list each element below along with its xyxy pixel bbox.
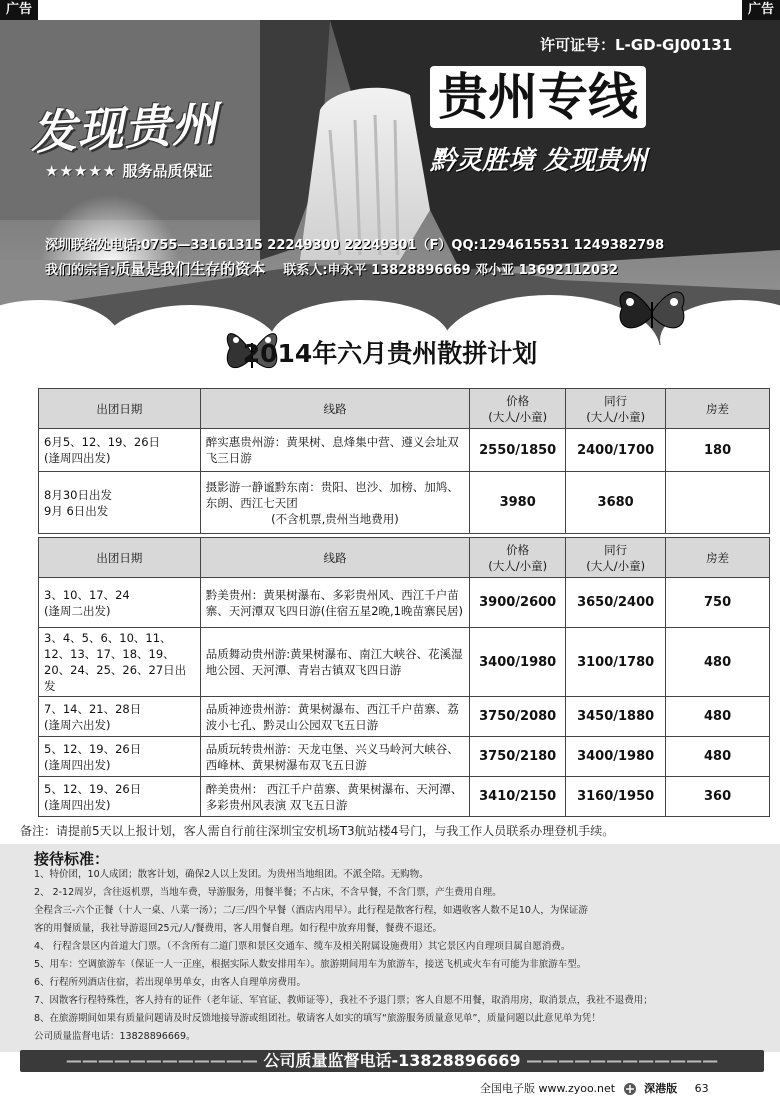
price-cell: 3980 bbox=[470, 472, 566, 534]
standard-item: 7、因散客行程特殊性，客人持有的证件（老年证、军官证、教师证等），我社不予退门票；客人自愿不用餐，取消用房，取消景点，我社不退费用； bbox=[34, 995, 653, 1006]
date-cell: 3、10、17、24 (逢周二出发) bbox=[39, 578, 201, 628]
plan-title: 2014年六月贵州散拼计划 bbox=[242, 339, 538, 368]
route-cell: 摄影游一静谧黔东南：贵阳、岜沙、加榜、加鸠、东朗、西江七天团 (不含机票,贵州当地费用) bbox=[200, 472, 469, 534]
table-row bbox=[39, 697, 770, 737]
room-diff-cell: 480 bbox=[666, 737, 770, 777]
quality-hotline-bar: ———————————— 公司质量监督电话-13828896669 ———————————— bbox=[20, 1050, 764, 1072]
website-text: 全国电子版 www.zyoo.net bbox=[480, 1082, 616, 1095]
peer-price-cell: 3450/1880 bbox=[566, 697, 666, 737]
page-number: 63 bbox=[694, 1082, 709, 1095]
route-cell: 黔美贵州：黄果树瀑布、多彩贵州风、西江千户苗寨、天河潭双飞四日游(住宿五星2晚,1晚苗寨民居) bbox=[200, 578, 469, 628]
header-room-diff: 房差 bbox=[666, 538, 770, 578]
table-header-row bbox=[39, 538, 770, 578]
peer-price-cell: 3400/1980 bbox=[566, 737, 666, 777]
header-peer: 同行 (大人/小童) bbox=[566, 538, 666, 578]
date-cell: 7、14、21、28日 (逢周六出发) bbox=[39, 697, 201, 737]
contact-line: 深圳联络处电话:0755—33161315 22249300 22249301（F）QQ:1294615531 1249382798 bbox=[45, 238, 665, 253]
standard-item: 2、 2-12周岁，含往返机票，当地车费，导游服务，用餐半餐；不占床，不含早餐，不含门票，产生费用自理。 bbox=[34, 887, 502, 898]
price-cell: 2550/1850 bbox=[470, 429, 566, 472]
table-row bbox=[39, 737, 770, 777]
standard-item: 1、特价团，10人成团；散客计划，确保2人以上发团。为贵州当地组团。不派全陪。无购物。 bbox=[34, 869, 429, 880]
schedule-table-1 bbox=[38, 388, 770, 534]
room-diff-cell: 750 bbox=[666, 578, 770, 628]
peer-price-cell: 3650/2400 bbox=[566, 578, 666, 628]
header-route: 线路 bbox=[200, 538, 469, 578]
standard-item: 8、在旅游期间如果有质量问题请及时反馈地接导游或组团社。敬请客人如实的填写“旅游服务质量意见单”，质量问题以此意见单为凭！ bbox=[34, 1013, 601, 1024]
schedule-table-2 bbox=[38, 537, 770, 817]
standard-item: 公司质量监督电话：13828896669。 bbox=[34, 1031, 196, 1042]
quality-hotline: 公司质量监督电话-13828896669 bbox=[263, 1051, 521, 1070]
standard-item: 6、行程所列酒店住宿，若出现单男单女，由客人自理单房费用。 bbox=[34, 977, 307, 988]
header-peer: 同行 (大人/小童) bbox=[566, 389, 666, 429]
header-route: 线路 bbox=[200, 389, 469, 429]
motto: 质量是我们生存的资本 bbox=[115, 260, 266, 278]
table-row bbox=[39, 777, 770, 817]
title-guizhou-line: 贵州专线 bbox=[430, 66, 646, 128]
room-diff-cell: 480 bbox=[666, 628, 770, 697]
table-row bbox=[39, 472, 770, 534]
room-diff-cell: 480 bbox=[666, 697, 770, 737]
price-cell: 3750/2080 bbox=[470, 697, 566, 737]
header-room-diff: 房差 bbox=[666, 389, 770, 429]
license-number: 许可证号：L-GD-GJ00131 bbox=[540, 36, 733, 54]
standard-item: 客的用餐质量，我社导游退回25元/人/餐费用，客人用餐自理。如行程中放弃用餐，餐费不退还。 bbox=[34, 923, 442, 934]
table-row bbox=[39, 429, 770, 472]
standard-item: 全程含三-六个正餐（十人一桌、八菜一汤）；二/三/四个早餐（酒店内用早）。此行程是散客行程，如遇收客人数不足10人，为保证游 bbox=[34, 905, 588, 916]
motto-line bbox=[45, 258, 618, 279]
table-row bbox=[39, 628, 770, 697]
room-diff-cell: 180 bbox=[666, 429, 770, 472]
route-cell: 品质舞动贵州游:黄果树瀑布、南江大峡谷、花溪湿地公园、天河潭、青岩古镇双飞四日游 bbox=[200, 628, 469, 697]
route-cell: 醉实惠贵州游：黄果树、息烽集中营、遵义会址双飞三日游 bbox=[200, 429, 469, 472]
room-diff-cell: 360 bbox=[666, 777, 770, 817]
date-cell: 8月30日出发 9月 6日出发 bbox=[39, 472, 201, 534]
peer-price-cell: 3100/1780 bbox=[566, 628, 666, 697]
standard-item: 5、用车：空调旅游车（保证一人一正座，根据实际人数安排用车）。旅游期间用车为旅游车，接送飞机或火车有可能为非旅游车型。 bbox=[34, 959, 587, 970]
date-cell: 5、12、19、26日 (逢周四出发) bbox=[39, 737, 201, 777]
stars-icon: ★★★★★ bbox=[45, 162, 118, 180]
page-footer bbox=[480, 1080, 709, 1096]
header-price: 价格 (大人/小童) bbox=[470, 389, 566, 429]
logo-icon bbox=[623, 1082, 637, 1096]
route-cell: 品质玩转贵州游：天龙屯堡、兴义马岭河大峡谷、西峰林、黄果树瀑布双飞五日游 bbox=[200, 737, 469, 777]
date-cell: 5、12、19、26日 (逢周四出发) bbox=[39, 777, 201, 817]
contact-person: 联系人:申永平 13828896669 邓小亚 13692112032 bbox=[283, 263, 619, 278]
motto-label: 我们的宗旨: bbox=[45, 263, 116, 278]
standards-title: 接待标准： bbox=[34, 850, 110, 868]
ad-tag-left: 广告 bbox=[0, 0, 38, 20]
ad-tag-right: 广告 bbox=[742, 0, 780, 20]
remark-note: 备注：请提前5天以上报计划，客人需自行前往深圳宝安机场T3航站楼4号门，与我工作人员联系办理登机手续。 bbox=[20, 824, 615, 838]
price-cell: 3410/2150 bbox=[470, 777, 566, 817]
table-row bbox=[39, 578, 770, 628]
price-cell: 3400/1980 bbox=[470, 628, 566, 697]
standard-item: 4、 行程含景区内首道大门票。（不含所有二道门票和景区交通车、缆车及相关附属设施费用）其它景区内自理项目属自愿消费。 bbox=[34, 941, 571, 952]
table-header-row bbox=[39, 389, 770, 429]
peer-price-cell: 2400/1700 bbox=[566, 429, 666, 472]
peer-price-cell: 3680 bbox=[566, 472, 666, 534]
service-quality-badge bbox=[45, 160, 213, 181]
title-discover-guizhou: 发现贵州 bbox=[28, 96, 220, 160]
peer-price-cell: 3160/1950 bbox=[566, 777, 666, 817]
slogan: 黔灵胜境 发现贵州 bbox=[430, 146, 648, 176]
room-diff-cell bbox=[666, 472, 770, 534]
header-date: 出团日期 bbox=[39, 389, 201, 429]
header-date: 出团日期 bbox=[39, 538, 201, 578]
edition-label: 深港版 bbox=[644, 1082, 678, 1095]
service-quality-text: 服务品质保证 bbox=[122, 162, 213, 180]
header-price: 价格 (大人/小童) bbox=[470, 538, 566, 578]
route-cell: 品质神迹贵州游：黄果树瀑布、西江千户苗寨、荔波小七孔、黔灵山公园双飞五日游 bbox=[200, 697, 469, 737]
route-cell: 醉美贵州： 西江千户苗寨、黄果树瀑布、天河潭、多彩贵州风表演 双飞五日游 bbox=[200, 777, 469, 817]
price-cell: 3750/2180 bbox=[470, 737, 566, 777]
price-cell: 3900/2600 bbox=[470, 578, 566, 628]
date-cell: 6月5、12、19、26日 (逢周四出发) bbox=[39, 429, 201, 472]
date-cell: 3、4、5、6、10、11、12、13、17、18、19、20、24、25、26、27日出发 bbox=[39, 628, 201, 697]
